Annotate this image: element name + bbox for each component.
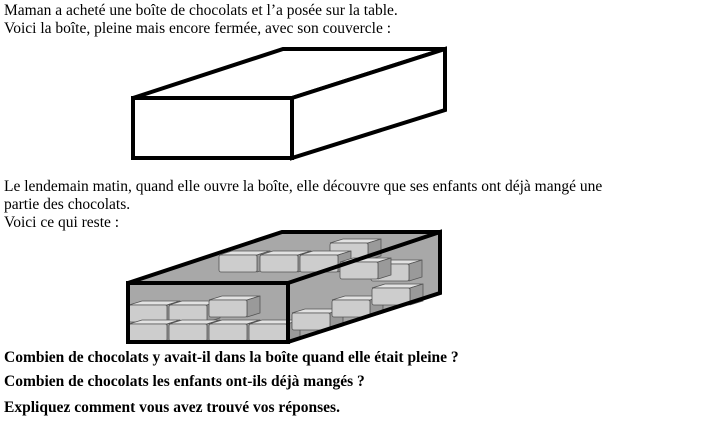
middle-line-2: partie des chocolats. [4, 196, 131, 213]
closed-box-front [133, 98, 292, 158]
middle-line-3: Voici ce qui reste : [4, 214, 120, 231]
intro-line-2: Voici la boîte, pleine mais encore fermée, avec son couvercle : [4, 20, 392, 37]
open-box-illustration [128, 232, 440, 342]
closed-box-illustration [133, 49, 445, 158]
middle-line-1: Le lendemain matin, quand elle ouvre la boîte, elle découvre que ses enfants ont déjà mangé une [4, 178, 603, 195]
intro-line-1: Maman a acheté une boîte de chocolats et l’a posée sur la table. [4, 2, 398, 19]
question-1: Combien de chocolats y avait-il dans la boîte quand elle était pleine ? [4, 349, 459, 366]
chocolate-piece [209, 296, 260, 317]
question-3: Expliquez comment vous avez trouvé vos réponses. [4, 399, 340, 416]
question-2: Combien de chocolats les enfants ont-ils déjà mangés ? [4, 373, 365, 390]
